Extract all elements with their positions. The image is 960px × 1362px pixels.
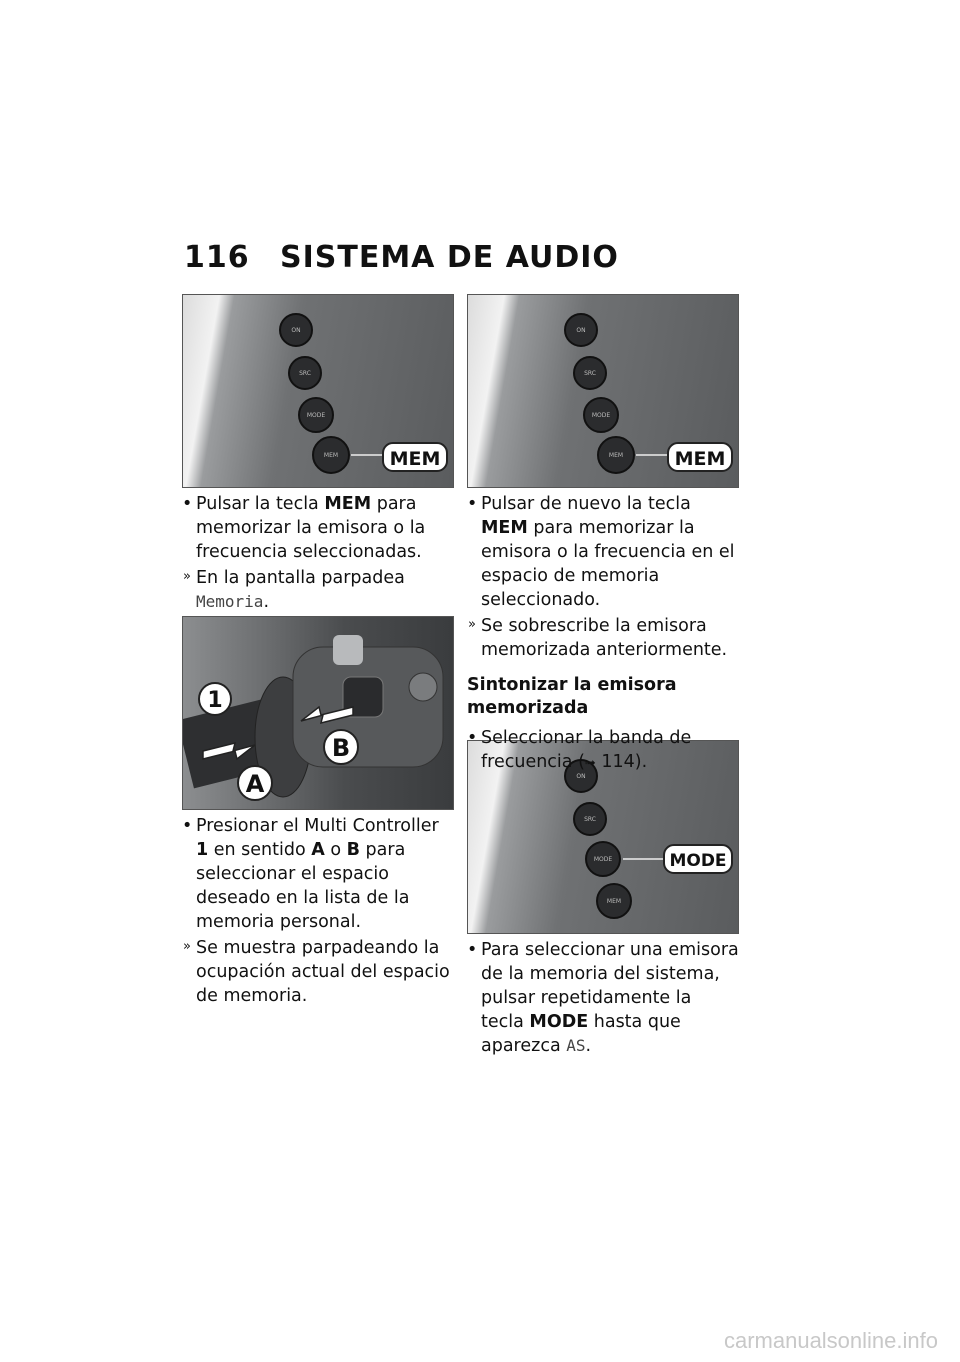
key-name: A: [311, 840, 325, 860]
button-label: SRC: [584, 370, 596, 377]
display-text: Memoria: [196, 592, 264, 611]
figure-mem-left: [182, 294, 454, 488]
text: Presionar el Multi Controller: [196, 816, 439, 836]
key-name: MEM: [324, 494, 372, 514]
text: Para seleccionar una emisora de la memoria del sistema, pulsar repetidamente la tecla: [481, 940, 739, 1032]
text: en sentido: [208, 840, 312, 860]
page-title: SISTEMA DE AUDIO: [280, 240, 619, 275]
text: hasta que aparezca: [481, 1012, 681, 1056]
button-label: SRC: [299, 370, 311, 377]
button-label: MODE: [591, 412, 611, 419]
page-number: 116: [184, 240, 250, 275]
label-b: B: [331, 734, 351, 762]
key-name: MODE: [529, 1012, 589, 1032]
figure-controller-drawing: [183, 617, 453, 809]
button-label: ON: [291, 327, 301, 334]
instruction-step: [467, 492, 739, 612]
callout-mem: MEM: [674, 448, 726, 470]
instruction-step: [182, 814, 454, 934]
figure-mem-right-drawing: [468, 295, 738, 487]
display-text: AS: [566, 1036, 586, 1055]
callout-mode: MODE: [669, 851, 727, 871]
figure-mem-left-drawing: [183, 295, 453, 487]
figure-mem-right: [467, 294, 739, 488]
text: Pulsar la tecla: [196, 494, 325, 514]
key-name: B: [346, 840, 360, 860]
instruction-result: » Se sobrescribe la emisora memorizada anteriormente.: [467, 614, 739, 662]
figure-controller: [182, 616, 454, 810]
instruction-step: [182, 492, 454, 564]
key-name: MEM: [481, 518, 528, 538]
instruction-result: » Se muestra parpadeando la ocupación actual del espacio de memoria.: [182, 936, 454, 1008]
label-a: A: [245, 770, 265, 798]
button-label: MEM: [323, 452, 339, 459]
button-label: MODE: [306, 412, 326, 419]
left-text-1: [182, 492, 454, 616]
arrow-right-icon: ➟: [584, 756, 596, 771]
button-label: MEM: [606, 898, 622, 905]
text: para memorizar la emisora o la frecuencia en el espacio de memoria seleccionado.: [481, 518, 735, 610]
text: para seleccionar el espacio deseado en la lista de la memoria personal.: [196, 840, 410, 932]
text: .: [263, 592, 270, 612]
left-text-2: [182, 814, 454, 1010]
button-label: SRC: [584, 816, 596, 823]
instruction-result: [182, 566, 454, 614]
instruction-step: [467, 938, 739, 1058]
text: o: [324, 840, 347, 860]
instruction-step: [467, 726, 739, 776]
label-1: 1: [207, 688, 223, 713]
text: En la pantalla parpadea: [196, 568, 405, 588]
text: Pulsar de nuevo la tecla: [481, 494, 691, 514]
text: para memorizar la emisora o la frecuencia seleccionadas.: [196, 494, 426, 562]
section-heading: Sintonizar la emisora memorizada: [467, 675, 677, 718]
key-name: 1: [196, 840, 209, 860]
button-label: ON: [576, 773, 586, 780]
button-label: ON: [576, 327, 586, 334]
text: .: [585, 1036, 592, 1056]
page-reference: 114).: [595, 752, 648, 772]
text: Seleccionar la banda de frecuencia (: [481, 728, 692, 772]
right-text-1: [467, 492, 739, 778]
button-label: MODE: [593, 856, 613, 863]
watermark: carmanualsonline.info: [723, 1328, 938, 1353]
callout-mem: MEM: [389, 448, 441, 470]
page-header: [184, 240, 619, 275]
right-text-2: [467, 938, 739, 1060]
button-label: MEM: [608, 452, 624, 459]
